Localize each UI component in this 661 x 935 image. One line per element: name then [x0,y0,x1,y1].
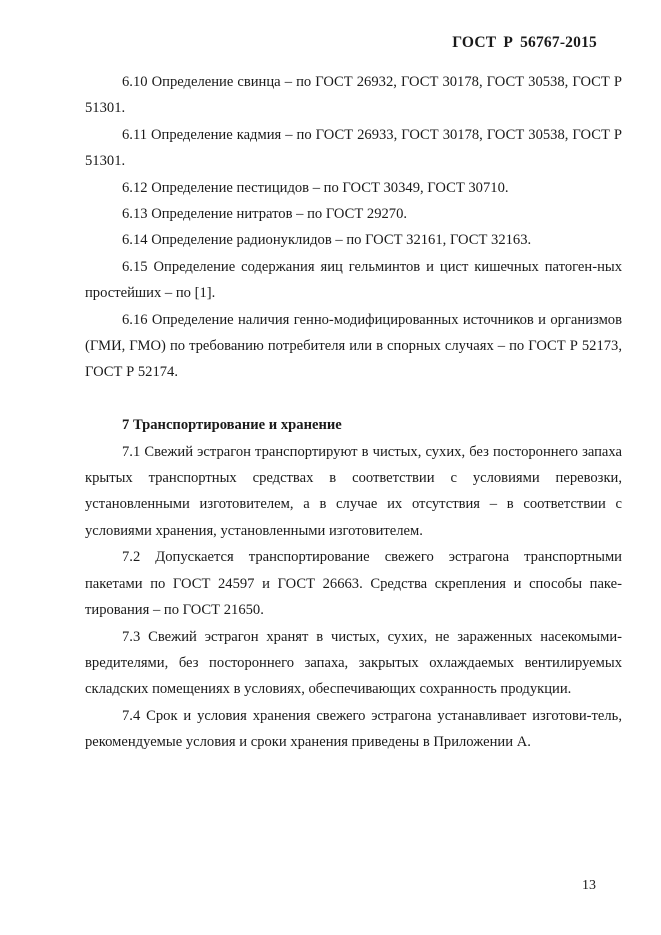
clause-6-12: 6.12 Определение пестицидов – по ГОСТ 30349, ГОСТ 30710. [122,179,509,196]
clause-6-10: 6.10 Определение свинца – по ГОСТ 26932, ГОСТ 30178, ГОСТ 30538, ГОСТ Р 51301. [85,74,622,117]
clause-6-14: 6.14 Определение радионуклидов – по ГОСТ 32161, ГОСТ 32163. [122,232,532,249]
clause-6-16: 6.16 Определение наличия генно-модифицированных источников и организмов (ГМИ, ГМО) по требованию потребителя или в спорных случаях – по ГОСТ Р 52173, ГОСТ Р 52174. [85,311,622,381]
section-7-heading: 7 Транспортирование и хранение [122,417,342,434]
clause-7-1: 7.1 Свежий эстрагон транспортируют в чистых, сухих, без постороннего запаха крытых транспортных средствах в соответствии с условиями перевозки, установленными изготовителем, а в случае их отсутствия – в соответствии с условиями хранения, установленными изготовителем. [85,443,622,539]
clause-7-3: 7.3 Свежий эстрагон хранят в чистых, сухих, не зараженных насекомыми-вредителями, без постороннего запаха, закрытых охлаждаемых вентилируемых складских помещениях в условиях, обеспечивающих сохранность продукции. [85,628,622,698]
page-number: 13 [582,878,596,893]
clause-6-13: 6.13 Определение нитратов – по ГОСТ 29270. [122,206,408,223]
section-spacer [85,386,622,412]
document-code-header: ГОСТ Р 56767-2015 [452,34,597,51]
clause-7-2: 7.2 Допускается транспортирование свежего эстрагона транспортными пакетами по ГОСТ 24597 и ГОСТ 26663. Средства скрепления и способы паке-тирования – по ГОСТ 21650. [85,549,622,619]
clause-6-11: 6.11 Определение кадмия – по ГОСТ 26933, ГОСТ 30178, ГОСТ 30538, ГОСТ Р 51301. [85,126,622,170]
document-body [85,69,622,756]
clause-6-15: 6.15 Определение содержания яиц гельминтов и цист кишечных патоген-ных простейших – по [1]. [85,258,622,302]
clause-7-4: 7.4 Срок и условия хранения свежего эстрагона устанавливает изготови-тель, рекомендуемые условия и сроки хранения приведены в Приложении А. [85,707,622,751]
